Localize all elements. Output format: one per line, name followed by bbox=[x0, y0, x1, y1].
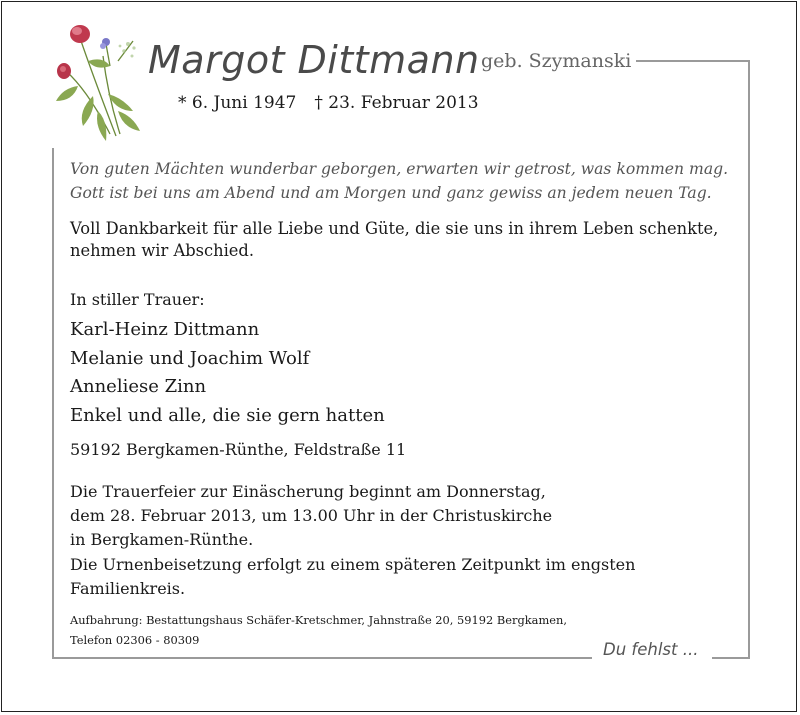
divider-line bbox=[52, 657, 592, 659]
maiden-name: geb. Szymanski bbox=[481, 50, 632, 72]
notes-line: Telefon 02306 - 80309 bbox=[70, 633, 200, 647]
farewell-line: Voll Dankbarkeit für alle Liebe und Güte, die sie uns in ihrem Leben schenkte, bbox=[70, 219, 719, 238]
service-line: in Bergkamen-Rünthe. bbox=[70, 530, 254, 550]
divider-line bbox=[636, 60, 748, 62]
farewell-text bbox=[70, 218, 740, 262]
mourners-intro: In stiller Trauer: bbox=[70, 290, 205, 309]
service-details bbox=[70, 480, 635, 601]
notes-line: Aufbahrung: Bestattungshaus Schäfer-Kretschmer, Jahnstraße 20, 59192 Bergkamen, bbox=[70, 613, 567, 627]
divider-line bbox=[712, 657, 750, 659]
closing-phrase: Du fehlst ... bbox=[603, 640, 699, 659]
service-line: Die Urnenbeisetzung erfolgt zu einem späteren Zeitpunkt im engsten bbox=[70, 554, 636, 574]
mourner-name: Enkel und alle, die sie gern hatten bbox=[70, 404, 385, 426]
divider-line bbox=[748, 60, 750, 658]
deceased-name: Margot Dittmann bbox=[148, 38, 480, 82]
mourner-name: Karl-Heinz Dittmann bbox=[70, 319, 260, 340]
viewing-notes bbox=[70, 610, 567, 650]
death-date: † 23. Februar 2013 bbox=[314, 93, 479, 113]
life-dates bbox=[178, 93, 497, 113]
mourners-list bbox=[70, 316, 385, 430]
service-line: Die Trauerfeier zur Einäscherung beginnt am Donnerstag, bbox=[70, 482, 546, 501]
divider-line bbox=[52, 148, 54, 658]
service-line: Familienkreis. bbox=[70, 578, 186, 598]
mourner-name: Melanie und Joachim Wolf bbox=[70, 347, 310, 369]
family-address: 59192 Bergkamen-Rünthe, Feldstraße 11 bbox=[70, 440, 407, 459]
service-line: dem 28. Februar 2013, um 13.00 Uhr in der Christuskirche bbox=[70, 506, 553, 526]
flower-bouquet-icon bbox=[48, 16, 148, 146]
mourner-name: Anneliese Zinn bbox=[70, 376, 207, 397]
quote-line: Von guten Mächten wunderbar geborgen, erwarten wir getrost, was kommen mag. bbox=[70, 160, 729, 178]
quote-line: Gott ist bei uns am Abend und am Morgen und ganz gewiss an jedem neuen Tag. bbox=[70, 184, 712, 202]
birth-date: * 6. Juni 1947 bbox=[178, 93, 297, 113]
farewell-line: nehmen wir Abschied. bbox=[70, 241, 255, 260]
memorial-quote bbox=[70, 157, 728, 205]
